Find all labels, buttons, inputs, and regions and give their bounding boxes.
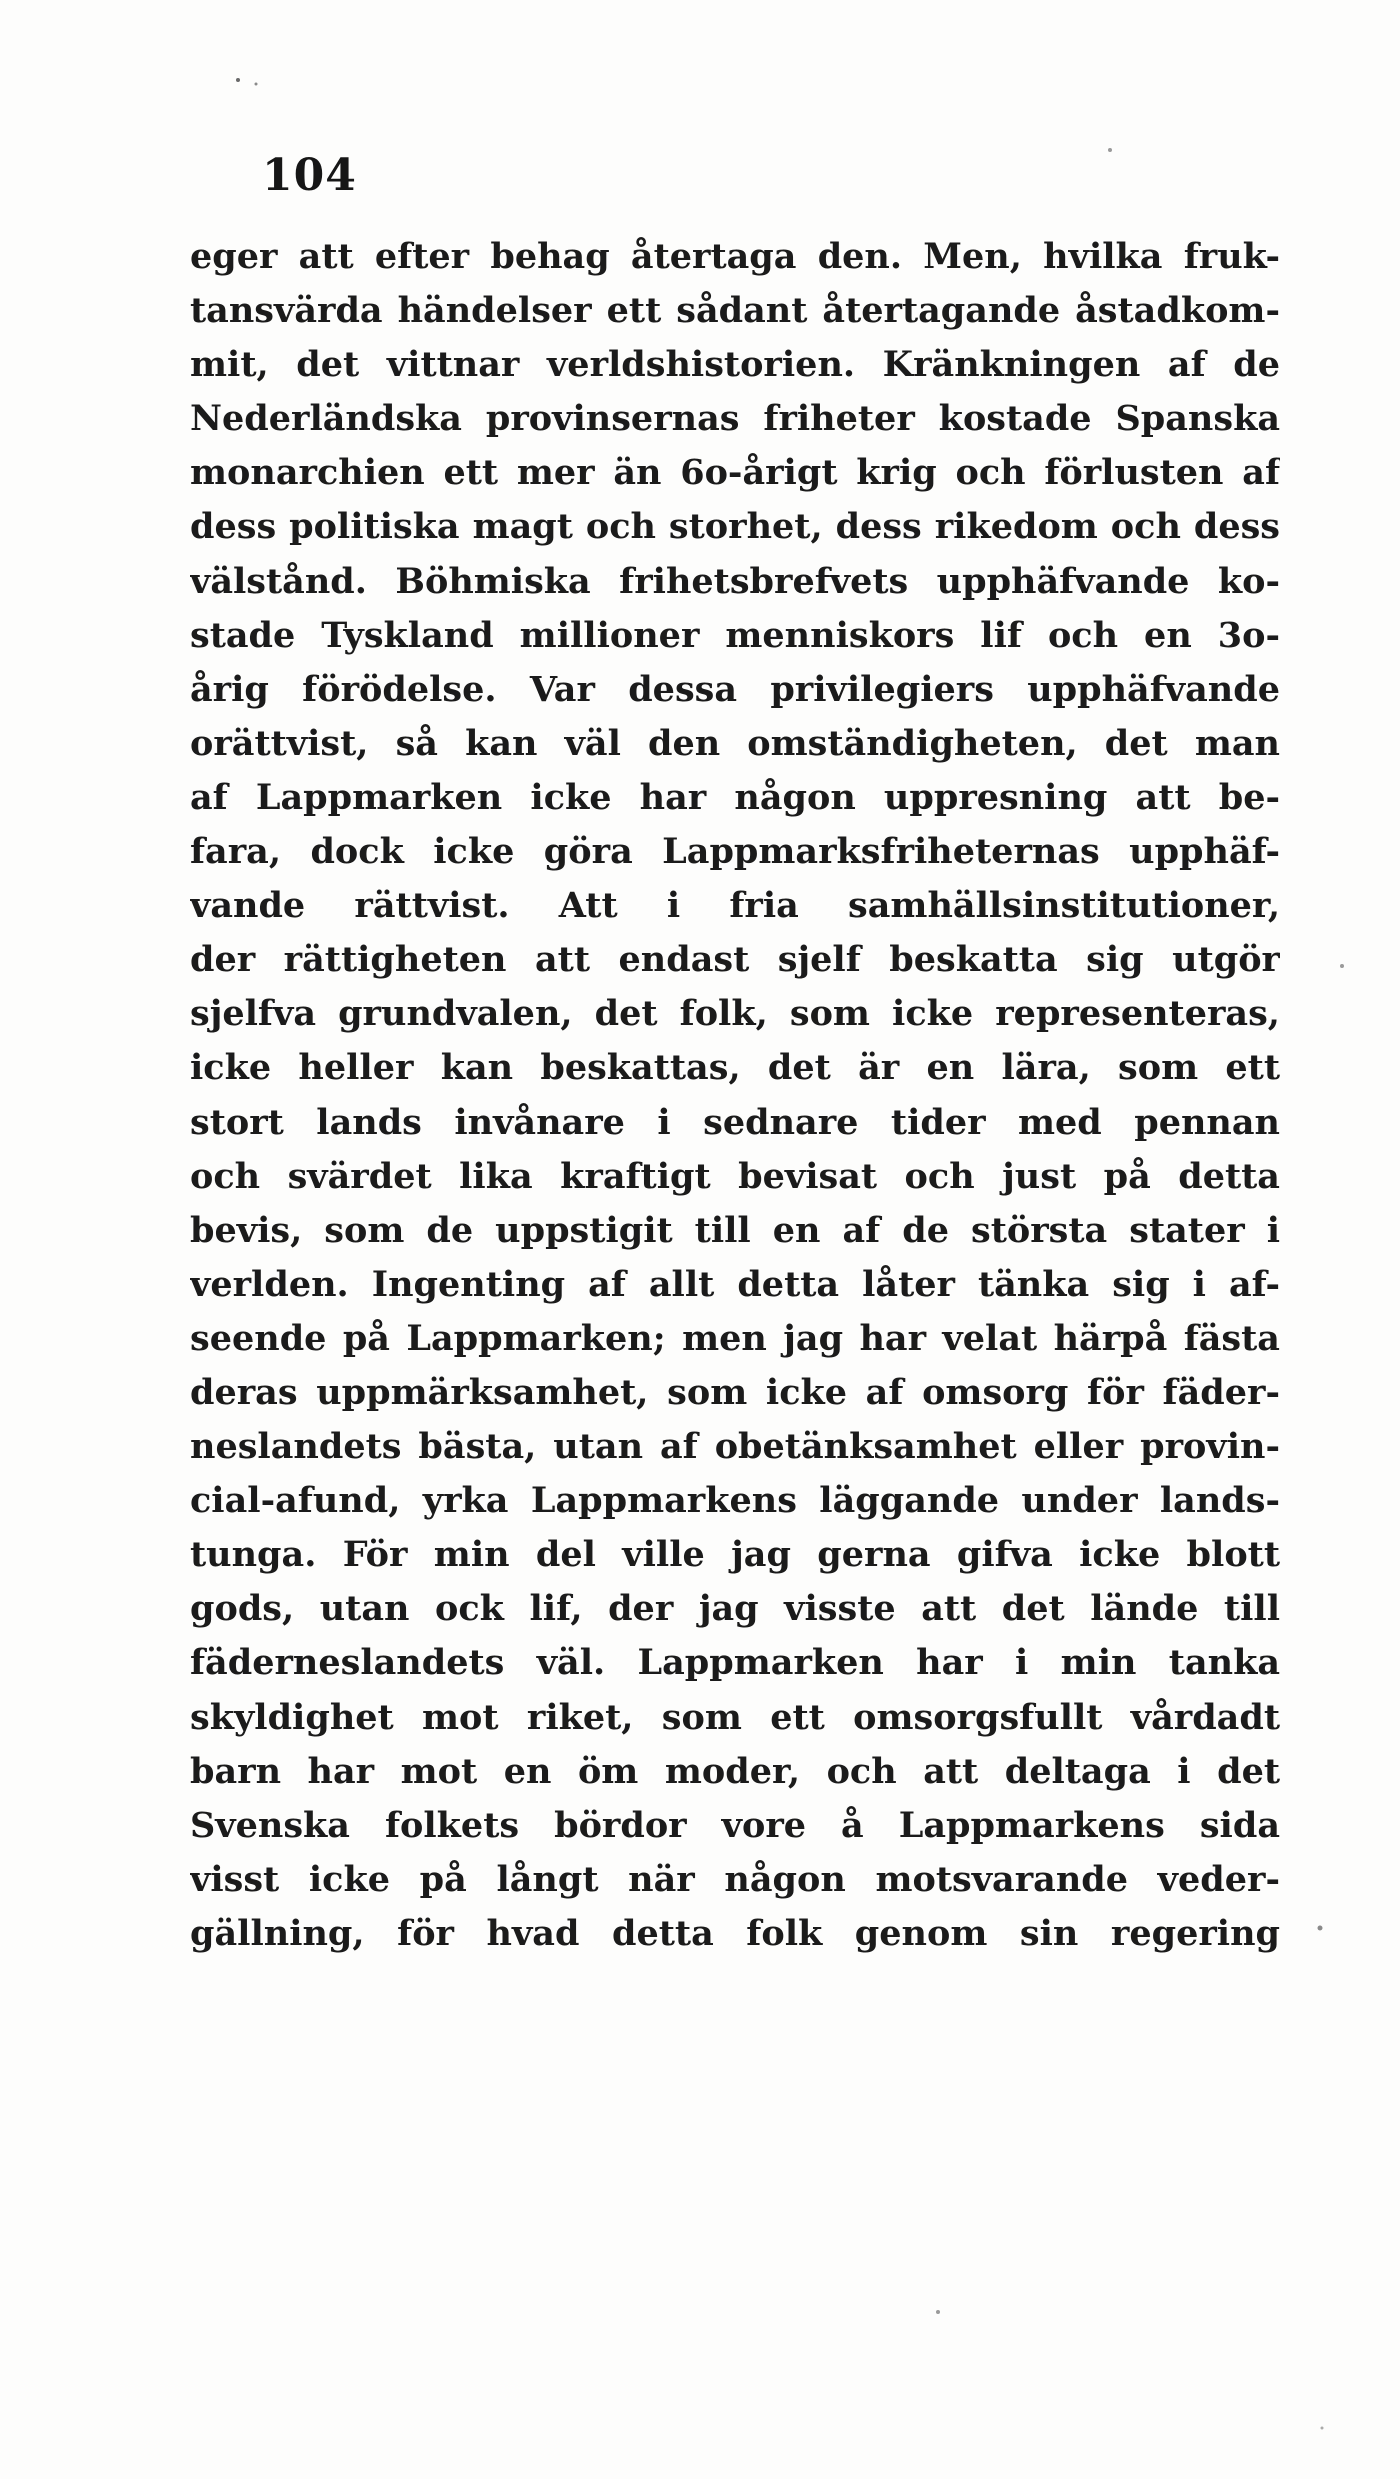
text-line: visst icke på långt när någon motsvarande veder- xyxy=(190,1858,1280,1900)
text-line: tansvärda händelser ett sådant återtagande åstadkom- xyxy=(190,290,1280,332)
text-line: vande rättvist. Att i fria samhällsinstitutioner, xyxy=(190,885,1280,927)
text-line: fara, dock icke göra Lappmarksfriheternas upphäf- xyxy=(190,831,1280,873)
speck xyxy=(236,78,240,82)
text-line: gällning, för hvad detta folk genom sin regering xyxy=(190,1912,1280,1954)
text-line: monarchien ett mer än 6o-årigt krig och förlusten af xyxy=(190,452,1280,494)
text-line: skyldighet mot riket, som ett omsorgsfullt vårdadt xyxy=(190,1696,1280,1738)
text-line: neslandets bästa, utan af obetänksamhet eller provin- xyxy=(190,1426,1280,1468)
speck xyxy=(1318,1926,1323,1931)
text-line: bevis, som de uppstigit till en af de största stater i xyxy=(190,1209,1280,1251)
text-line: eger att efter behag återtaga den. Men, hvilka fruk- xyxy=(190,236,1280,277)
text-line: mit, det vittnar verldshistorien. Kränkningen af de xyxy=(190,344,1280,386)
text-line: deras uppmärksamhet, som icke af omsorg för fäder- xyxy=(190,1371,1280,1413)
text-line: stort lands invånare i sednare tider med pennan xyxy=(190,1101,1280,1143)
text-line: barn har mot en öm moder, och att deltaga i det xyxy=(190,1750,1280,1792)
text-line: cial-afund, yrka Lappmarkens läggande under lands- xyxy=(190,1480,1280,1522)
page-number: 104 xyxy=(262,150,357,201)
text-line: orättvist, så kan väl den omständigheten, det man xyxy=(190,722,1280,764)
speck xyxy=(1108,148,1112,152)
text-line: verlden. Ingenting af allt detta låter tänka sig i af- xyxy=(190,1263,1280,1305)
text-line: sjelfva grundvalen, det folk, som icke representeras, xyxy=(190,993,1280,1035)
body-text xyxy=(190,230,1280,1961)
speck xyxy=(255,83,258,86)
text-line: Svenska folkets bördor vore å Lappmarkens sida xyxy=(190,1804,1280,1846)
text-line: tunga. För min del ville jag gerna gifva icke blott xyxy=(190,1534,1280,1576)
text-line: gods, utan ock lif, der jag visste att det lände till xyxy=(190,1588,1280,1630)
text-line: der rättigheten att endast sjelf beskatta sig utgör xyxy=(190,939,1280,981)
text-line: dess politiska magt och storhet, dess rikedom och dess xyxy=(190,506,1280,548)
text-line: välstånd. Böhmiska frihetsbrefvets upphäfvande ko- xyxy=(190,560,1280,602)
text-line: och svärdet lika kraftigt bevisat och just på detta xyxy=(190,1155,1280,1197)
text-line: icke heller kan beskattas, det är en lära, som ett xyxy=(190,1047,1280,1089)
speck xyxy=(936,2310,940,2314)
text-line: stade Tyskland millioner menniskors lif och en 3o- xyxy=(190,614,1280,656)
text-line: årig förödelse. Var dessa privilegiers upphäfvande xyxy=(190,668,1280,710)
text-line: Nederländska provinsernas friheter kostade Spanska xyxy=(190,398,1280,440)
speck xyxy=(1321,2427,1324,2430)
text-line: seende på Lappmarken; men jag har velat härpå fästa xyxy=(190,1317,1280,1359)
text-line: af Lappmarken icke har någon uppresning att be- xyxy=(190,776,1280,818)
text-line: fäderneslandets väl. Lappmarken har i min tanka xyxy=(190,1642,1280,1684)
speck xyxy=(1340,964,1344,968)
